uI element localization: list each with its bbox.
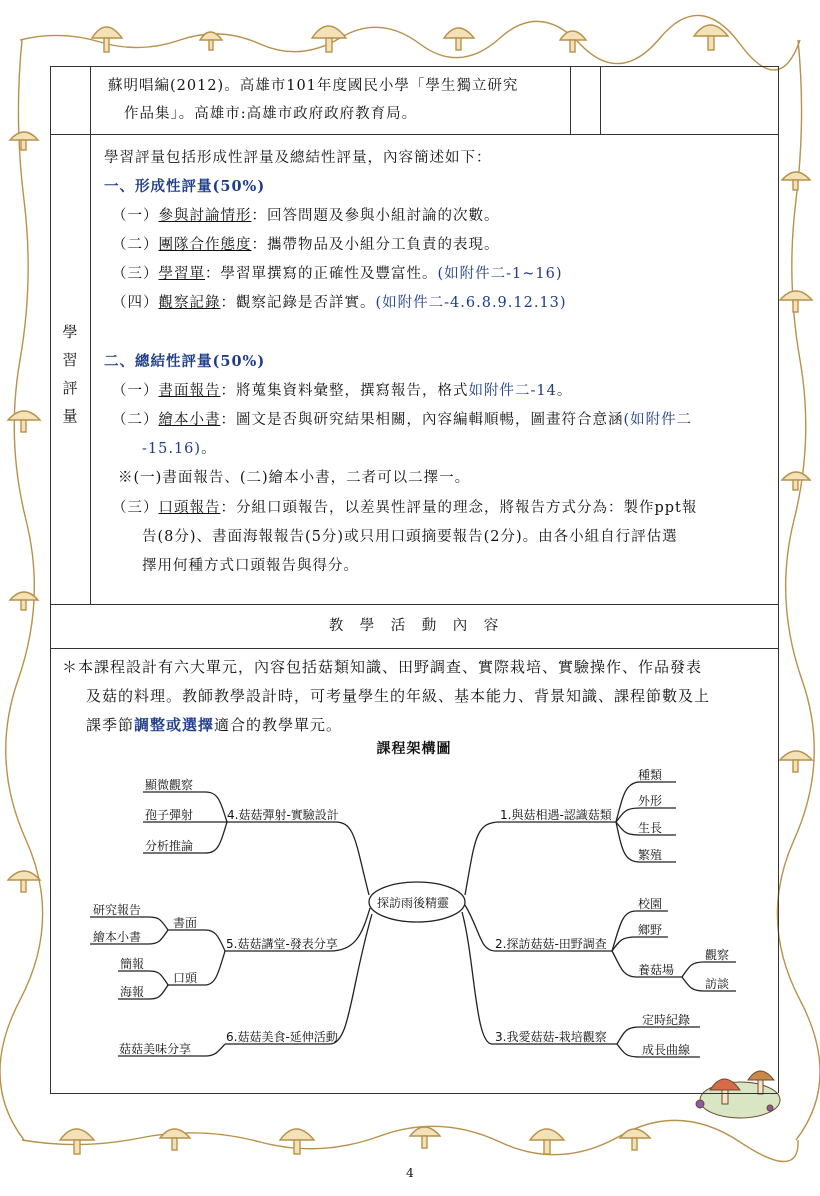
formative-item-3: （三）學習單：學習單撰寫的正確性及豐富性。(如附件二-1~16) [112, 266, 563, 282]
branch-1-leaf-1: 種類 [638, 768, 663, 782]
branch-5-leaf-2: 繪本小書 [93, 930, 142, 944]
branch-2-leaf-3: 養菇場 [638, 963, 675, 977]
diagram-center-label: 探訪雨後精靈 [377, 896, 450, 910]
summative-item-2: （二）繪本小書：圖文是否與研究結果相關，內容編輯順暢，圖畫符合意涵(如附件二 [112, 412, 693, 428]
summative-title: 二、總結性評量(50%) [104, 353, 266, 370]
formative-title: 一、形成性評量(50%) [104, 178, 266, 195]
reference-line-2: 作品集」。高雄市:高雄市政府政府教育局。 [124, 106, 418, 122]
assessment-intro: 學習評量包括形成性評量及總結性評量，內容簡述如下： [104, 150, 492, 166]
branch-2-leaf-1: 校園 [638, 897, 663, 911]
summative-item-3-cont-2: 擇用何種方式口頭報告與得分。 [142, 558, 359, 574]
branch-2-leaf-2: 鄉野 [638, 923, 663, 937]
summative-item-2-cont: -15.16)。 [142, 441, 217, 457]
summative-item-3-cont-1: 告(8分)、書面海報報告(5分)或只用口頭摘要報告(2分)。由各小組自行評估選 [142, 529, 678, 545]
branch-2-sub-2: 訪談 [705, 977, 730, 991]
branch-6-leaf-1: 菇菇美味分享 [119, 1042, 192, 1056]
branch-5-leaf-4: 海報 [120, 985, 145, 999]
branch-1-leaf-4: 繁殖 [638, 848, 663, 862]
branch-3-label: 3.我愛菇菇-栽培觀察 [495, 1030, 607, 1044]
activity-intro-line-1: ＊本課程設計有六大單元，內容包括菇類知識、田野調查、實際栽培、實驗操作、作品發表 [62, 658, 703, 676]
diagram-title: 課程架構圖 [376, 741, 452, 757]
formative-item-1: （一）參與討論情形：回答問題及參與小組討論的次數。 [112, 208, 500, 224]
summative-item-1: （一）書面報告：將蒐集資料彙整，撰寫報告，格式如附件二-14。 [112, 383, 573, 399]
formative-item-2: （二）團隊合作態度：攜帶物品及小組分工負責的表現。 [112, 237, 500, 253]
activity-header: 教 學 活 動 內 容 [328, 618, 500, 634]
branch-5-label: 5.菇菇講堂-發表分享 [226, 937, 338, 951]
branch-3-leaf-2: 成長曲線 [642, 1043, 691, 1057]
branch-2-label: 2.探訪菇菇-田野調查 [495, 937, 607, 951]
branch-1-label: 1.與菇相遇-認識菇類 [500, 808, 612, 822]
branch-6-label: 6.菇菇美食-延伸活動 [226, 1030, 338, 1044]
summative-note: ※(一)書面報告、(二)繪本小書，二者可以二擇一。 [118, 470, 471, 486]
branch-1-leaf-3: 生長 [638, 821, 663, 835]
branch-1-leaf-2: 外形 [638, 794, 663, 808]
branch-2-sub-1: 觀察 [705, 948, 730, 962]
branch-3-leaf-1: 定時紀錄 [642, 1013, 691, 1027]
branch-5-group-1: 書面 [173, 916, 198, 930]
branch-5-leaf-1: 研究報告 [93, 903, 142, 917]
branch-4-leaf-1: 顯微觀察 [145, 778, 194, 792]
activity-intro-line-2: 及菇的料理。教師教學設計時，可考量學生的年級、基本能力、背景知識、課程節數及上 [86, 687, 711, 705]
formative-item-4: （四）觀察記錄：觀察記錄是否詳實。(如附件二-4.6.8.9.12.13) [112, 295, 567, 311]
branch-4-leaf-3: 分析推論 [145, 839, 194, 853]
summative-item-3: （三）口頭報告：分組口頭報告，以差異性評量的理念，將報告方式分為：製作ppt報 [112, 500, 698, 516]
branch-4-leaf-2: 孢子彈射 [145, 808, 194, 822]
branch-4-label: 4.菇菇彈射-實驗設計 [227, 808, 339, 822]
reference-line-1: 蘇明唱編(2012)。高雄市101年度國民小學「學生獨立研究 [108, 78, 519, 94]
page-number: 4 [406, 1166, 414, 1180]
branch-5-group-2: 口頭 [173, 971, 198, 985]
branch-5-leaf-3: 簡報 [120, 957, 145, 971]
activity-intro-line-3: 課季節調整或選擇適合的教學單元。 [86, 716, 343, 734]
